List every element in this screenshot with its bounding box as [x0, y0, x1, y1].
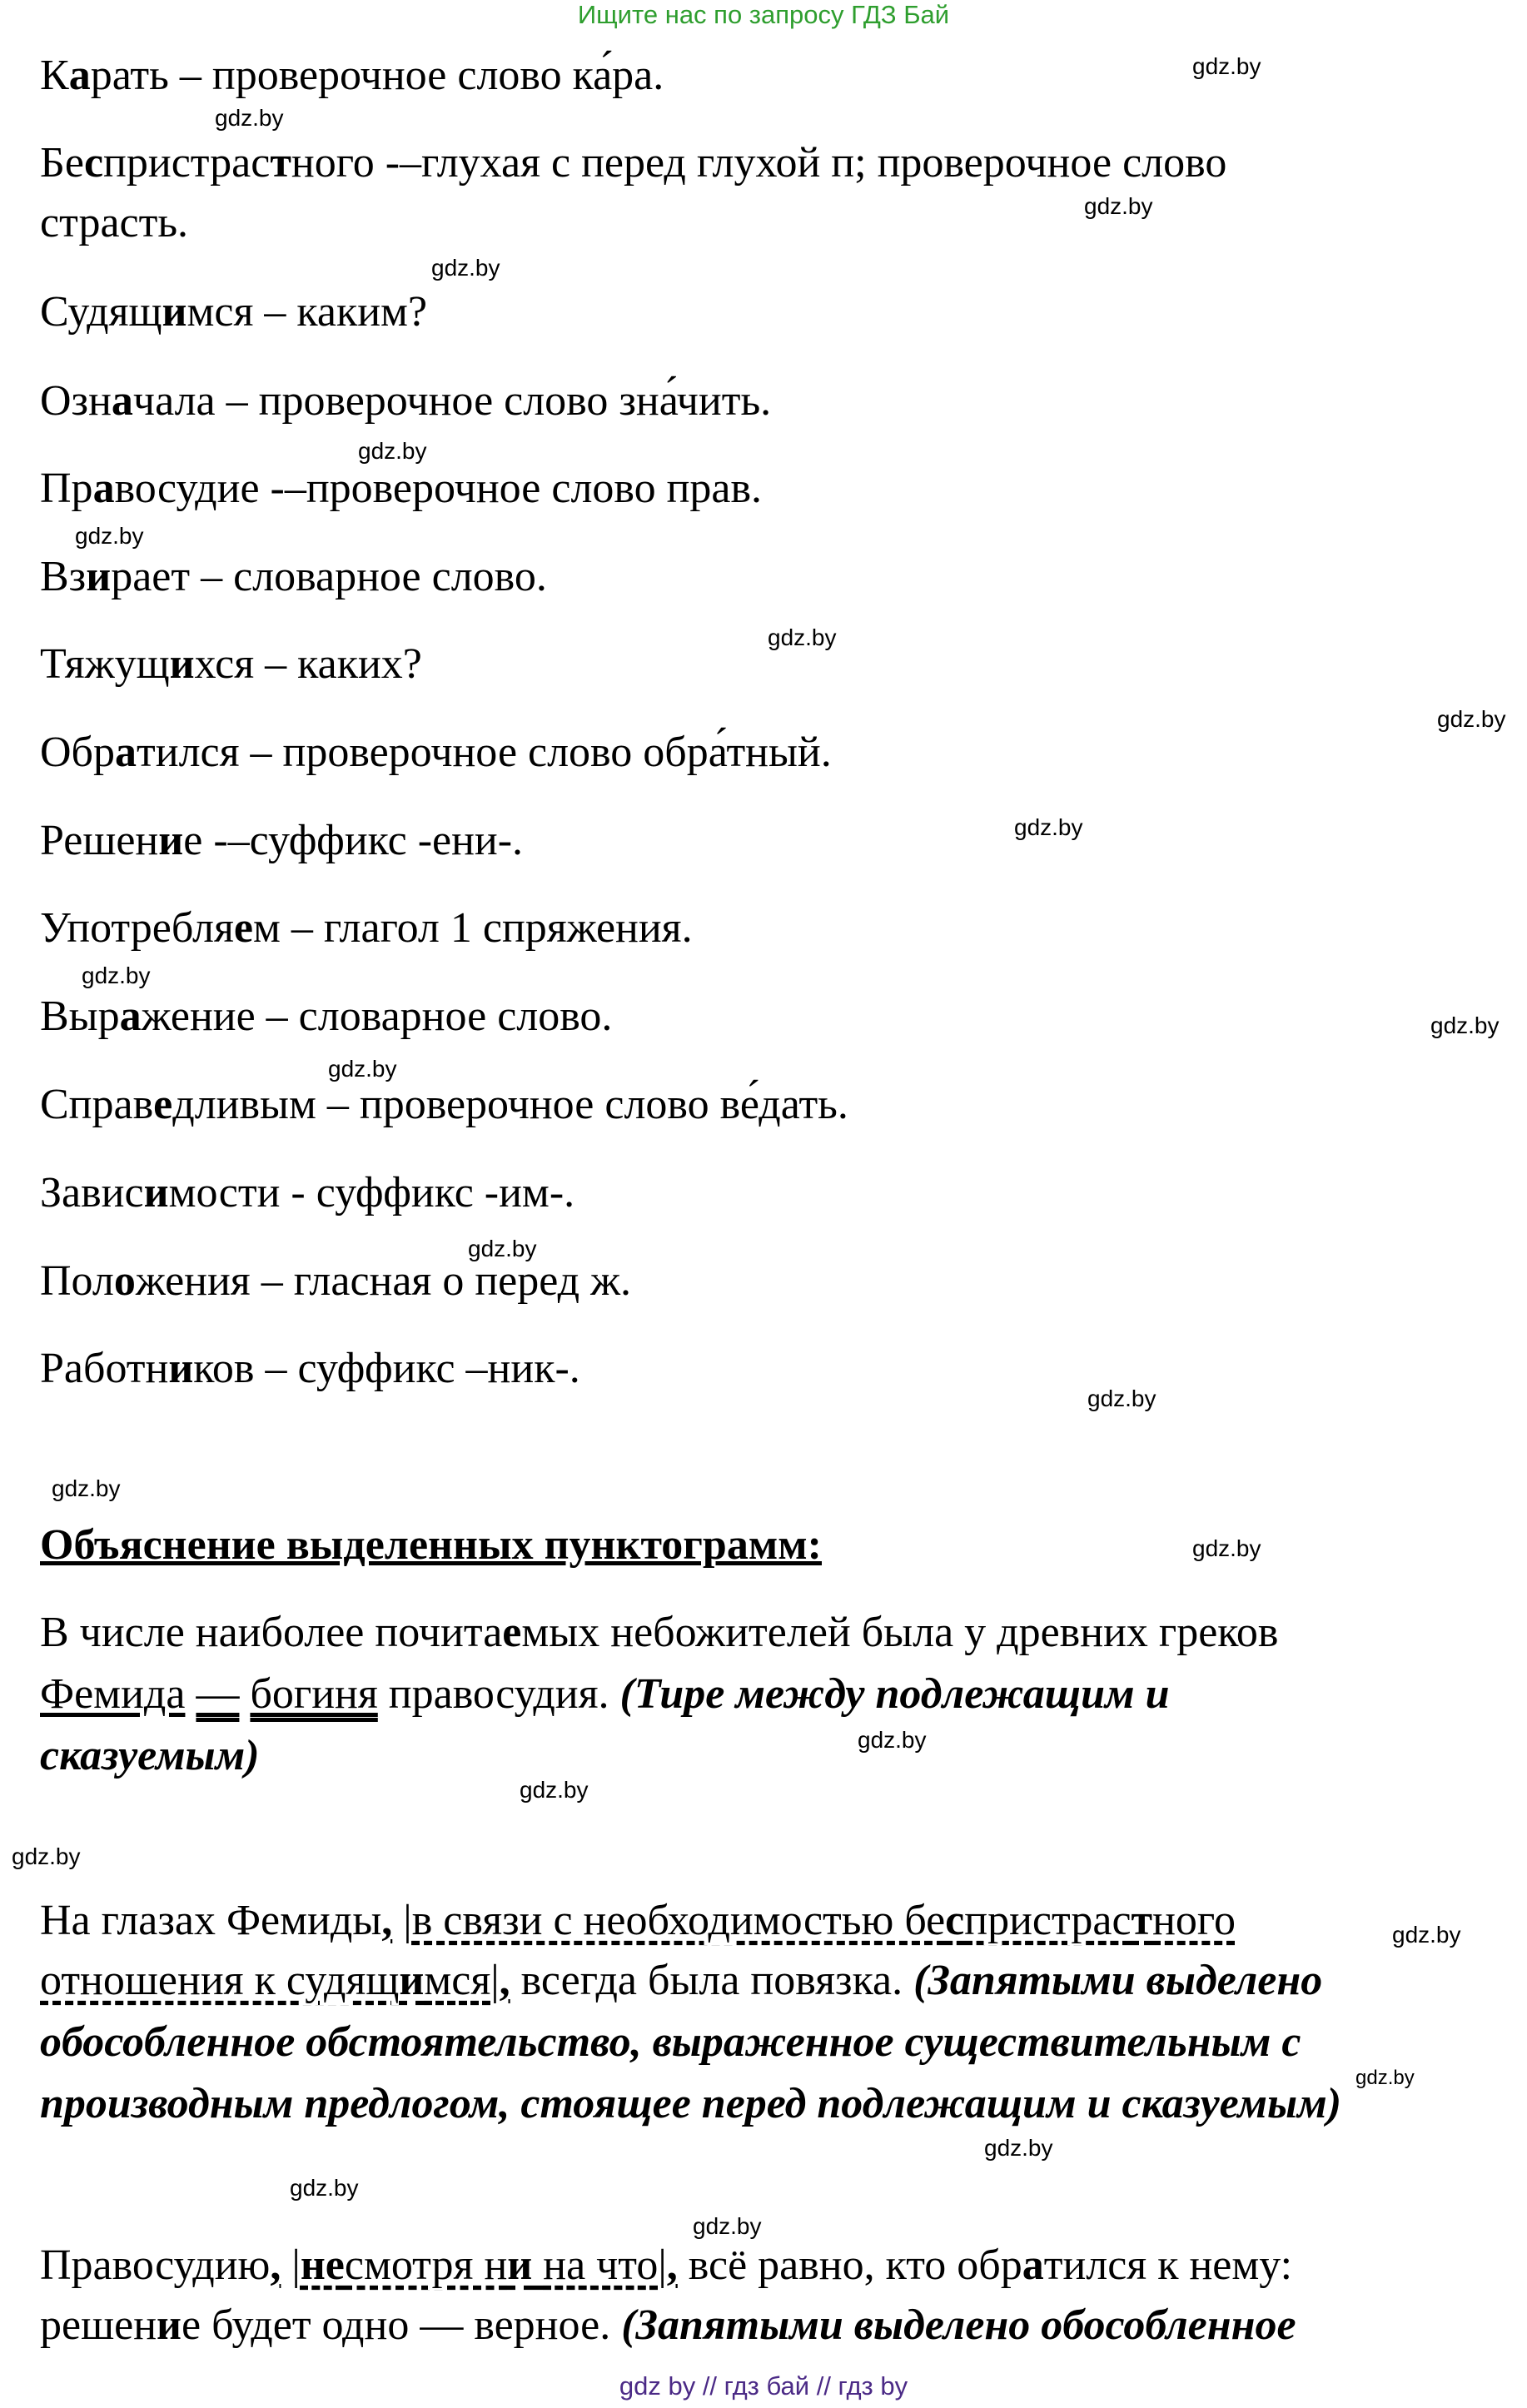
list-item: Беспристрастного -–глухая с перед глухой п; проверочное слово	[40, 139, 1227, 187]
watermark: gdz.by	[215, 105, 284, 131]
list-item: Употребляем – глагол 1 спряжения.	[40, 904, 693, 952]
list-item: Зависимости - суффикс -им-.	[40, 1169, 575, 1216]
boundary-bar: |	[658, 2241, 667, 2289]
list-item: Тяжущихся – каких?	[40, 640, 422, 688]
list-item: Судящимся – каким?	[40, 288, 428, 336]
watermark: gdz.by	[358, 438, 427, 464]
watermark: gdz.by	[520, 1777, 589, 1803]
watermark: gdz.by	[1084, 193, 1153, 219]
watermark: gdz.by	[1192, 1535, 1261, 1561]
paragraph-3-line-2: решение будет одно — верное. (Запятыми выделено обособленное	[40, 2301, 1296, 2349]
list-item: Решение -–суффикс -ени-.	[40, 817, 524, 864]
list-item-continuation: страсть.	[40, 199, 189, 246]
comma-mark: ,	[499, 1957, 510, 2004]
list-item: Работников – суффикс –ник-.	[40, 1345, 580, 1392]
watermark: gdz.by	[1355, 2067, 1415, 2089]
header-banner: Ищите нас по запросу ГДЗ Бай	[577, 0, 950, 29]
watermark: gdz.by	[858, 1727, 927, 1753]
footer-links: gdz by // гдз бай // гдз by	[619, 2371, 908, 2401]
watermark: gdz.by	[1430, 1012, 1500, 1038]
list-item: Выражение – словарное слово.	[40, 993, 613, 1040]
watermark: gdz.by	[1014, 814, 1083, 840]
paragraph-3-line-1: Правосудию, |несмотря ни на что|, всё равно, кто обратился к нему:	[40, 2241, 1293, 2289]
watermark: gdz.by	[52, 1475, 121, 1501]
boundary-bar: |	[490, 1957, 500, 2004]
watermark: gdz.by	[75, 523, 144, 549]
section-title: Объяснение выделенных пунктограмм:	[40, 1521, 822, 1569]
list-item: Карать – проверочное слово ка́ра.	[40, 52, 664, 99]
paragraph-1-line-2: Фемида — богиня правосудия. (Тире между подлежащим и	[40, 1670, 1170, 1718]
watermark: gdz.by	[768, 624, 837, 650]
watermark: gdz.by	[290, 2175, 359, 2201]
paragraph-2-line-4: производным предлогом, стоящее перед подлежащим и сказуемым)	[40, 2080, 1342, 2127]
paragraph-2-line-2: отношения к судящимся|, всегда была повязка. (Запятыми выделено	[40, 1957, 1323, 2004]
list-item: Положения – гласная о перед ж.	[40, 1257, 632, 1305]
watermark: gdz.by	[1087, 1386, 1156, 1411]
comma-mark: ,	[381, 1897, 393, 1944]
paragraph-1-line-3: сказуемым)	[40, 1732, 260, 1779]
watermark: gdz.by	[12, 1843, 81, 1869]
list-item: Обратился – проверочное слово обра́тный.	[40, 729, 832, 776]
watermark: gdz.by	[984, 2135, 1053, 2161]
dash-mark: —	[196, 1670, 240, 1718]
predicate-word: богиня	[250, 1670, 378, 1718]
watermark: gdz.by	[431, 255, 500, 281]
watermark: gdz.by	[1392, 1922, 1461, 1948]
watermark: gdz.by	[693, 2213, 762, 2239]
watermark: gdz.by	[328, 1056, 397, 1082]
boundary-bar: |	[403, 1897, 412, 1944]
comma-mark: ,	[270, 2241, 281, 2289]
boundary-bar: |	[291, 2241, 301, 2289]
watermark: gdz.by	[1437, 706, 1506, 732]
comma-mark: ,	[666, 2241, 678, 2289]
paragraph-2-line-1: На глазах Фемиды, |в связи с необходимостью беспристрастного	[40, 1897, 1236, 1944]
list-item: Правосудие -–проверочное слово прав.	[40, 465, 763, 512]
paragraph-2-line-3: обособленное обстоятельство, выраженное существительным с	[40, 2018, 1301, 2066]
watermark: gdz.by	[1192, 53, 1261, 79]
list-item: Означала – проверочное слово зна́чить.	[40, 377, 772, 425]
watermark: gdz.by	[468, 1236, 537, 1261]
list-item: Справедливым – проверочное слово ве́дать.	[40, 1081, 848, 1128]
watermark: gdz.by	[82, 963, 151, 988]
paragraph-1-line-1: В числе наиболее почитаемых небожителей была у древних греков	[40, 1609, 1279, 1656]
list-item: Взирает – словарное слово.	[40, 553, 547, 600]
subject-word: Фемида	[40, 1670, 186, 1718]
